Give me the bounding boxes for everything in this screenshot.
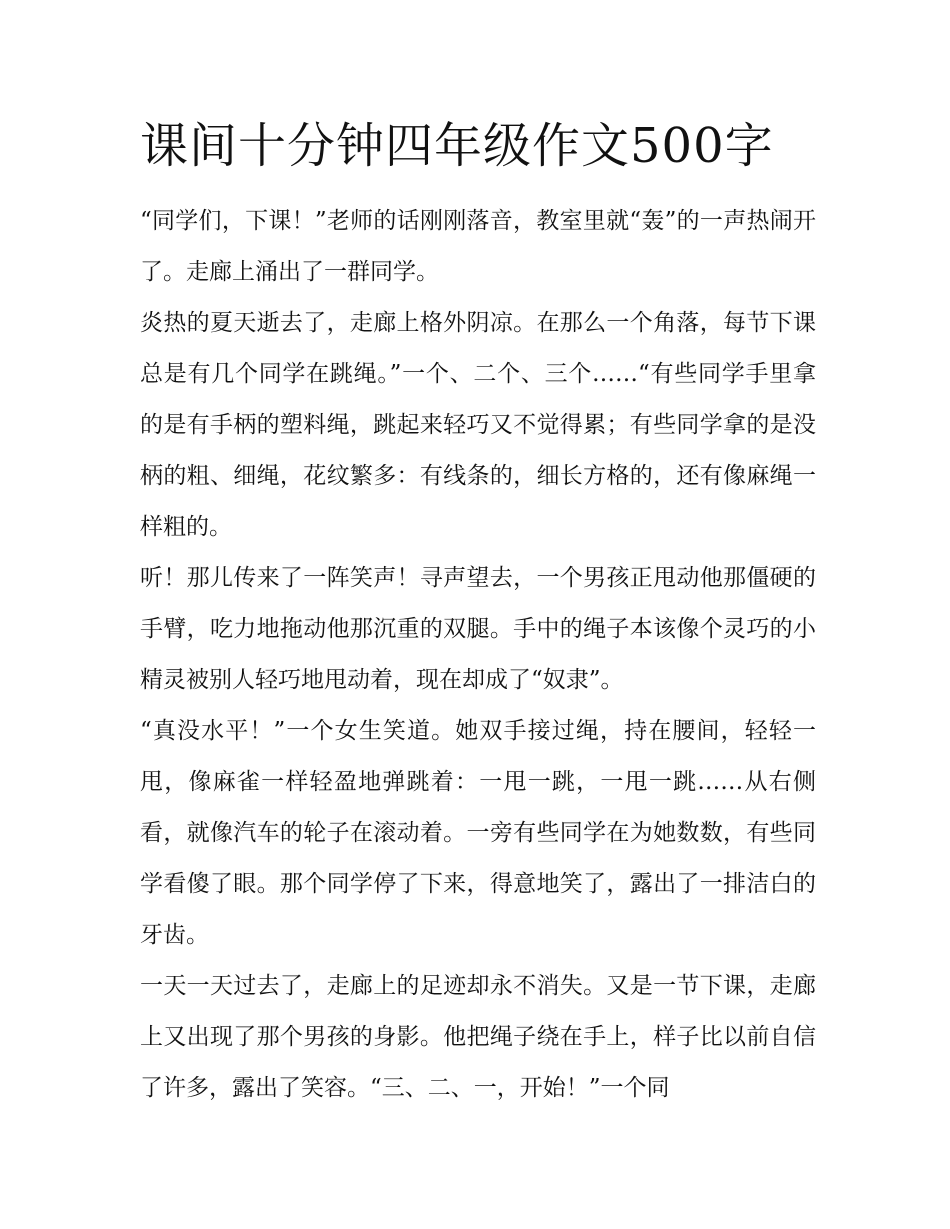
paragraph-2: 炎热的夏天逝去了，走廊上格外阴凉。在那么一个角落，每节下课总是有几个同学在跳绳。”一个、二个、三个……“有些同学手里拿的是有手柄的塑料绳，跳起来轻巧又不觉得累；有些同学拿的是没柄的粗、细绳，花纹繁多：有线条的，细长方格的，还有像麻绳一样粗的。 [140,310,816,540]
paragraph-1: “同学们，下课！”老师的话刚刚落音，教室里就“轰”的一声热闹开了。走廊上涌出了一群同学。 [140,208,816,285]
document-body [140,196,816,1114]
paragraph-3: 听！那儿传来了一阵笑声！寻声望去，一个男孩正甩动他那僵硬的手臂，吃力地拖动他那沉重的双腿。手中的绳子本该像个灵巧的小精灵被别人轻巧地甩动着，现在却成了“奴隶”。 [140,565,816,693]
paragraph-4: “真没水平！”一个女生笑道。她双手接过绳，持在腰间，轻轻一甩，像麻雀一样轻盈地弹跳着：一甩一跳，一甩一跳……从右侧看，就像汽车的轮子在滚动着。一旁有些同学在为她数数，有些同学看傻了眼。那个同学停了下来，得意地笑了，露出了一排洁白的牙齿。 [140,718,816,948]
document-title: 课间十分钟四年级作文500字 [140,118,774,174]
paragraph-5: 一天一天过去了，走廊上的足迹却永不消失。又是一节下课，走廊上又出现了那个男孩的身影。他把绳子绕在手上，样子比以前自信了许多，露出了笑容。“三、二、一，开始！”一个同 [140,973,816,1101]
